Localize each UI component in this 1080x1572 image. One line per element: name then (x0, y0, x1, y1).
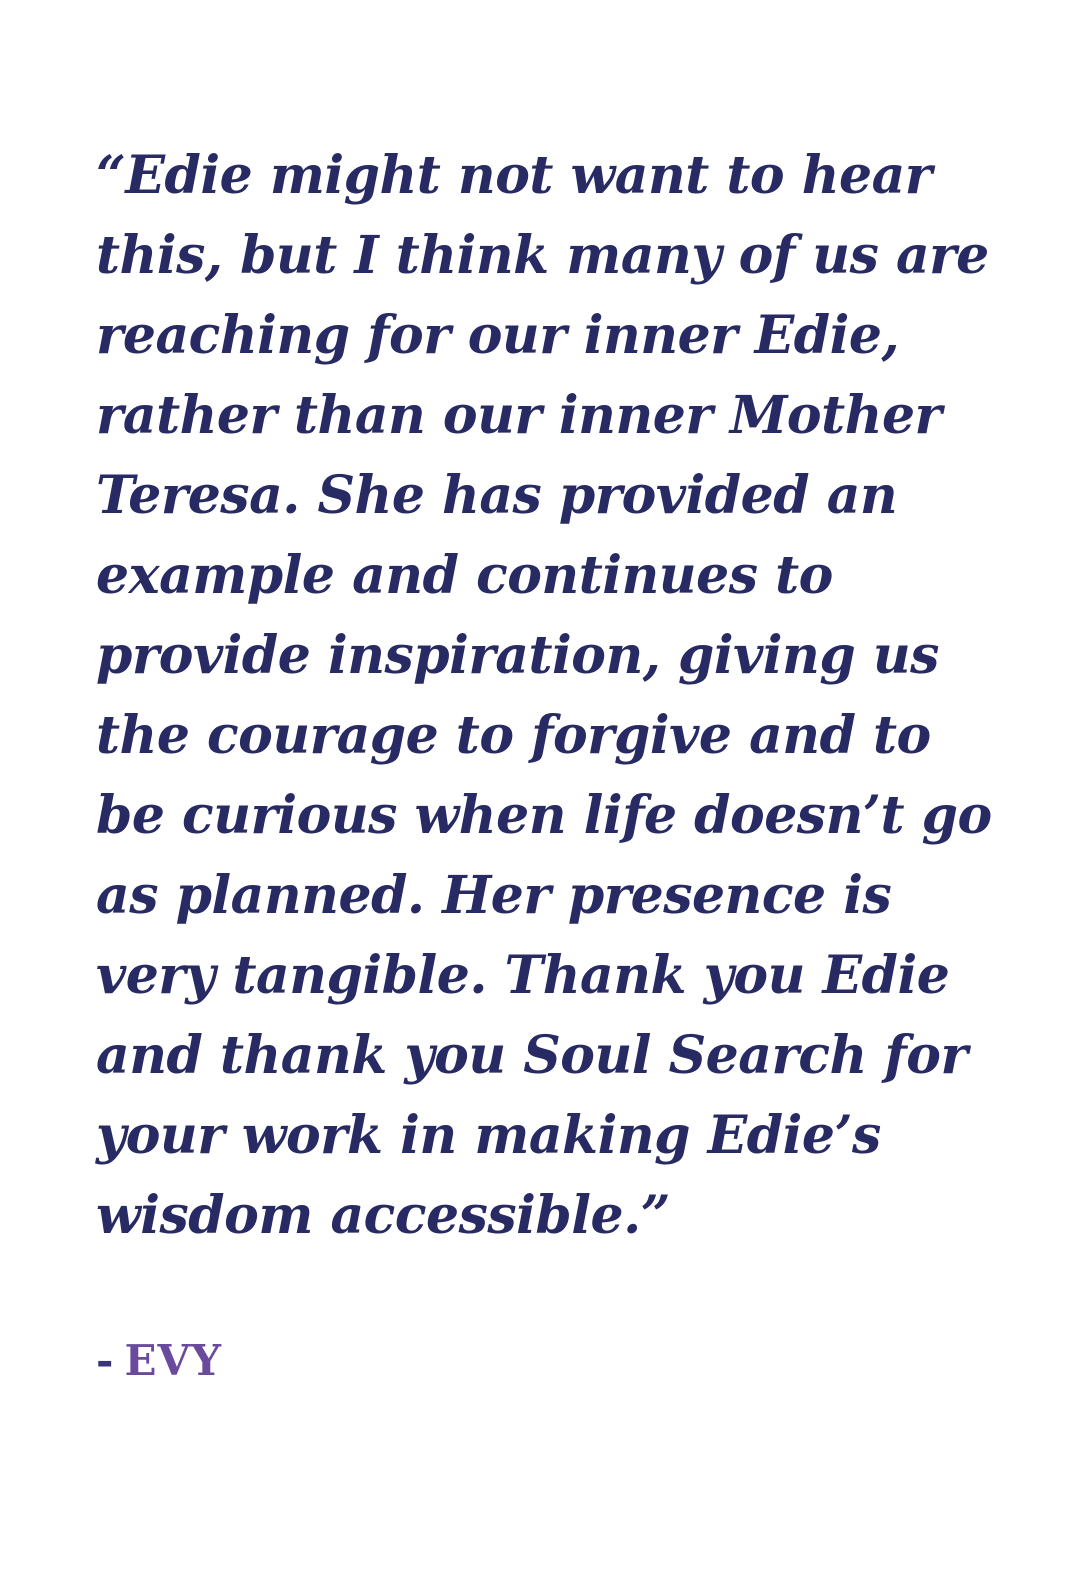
testimonial-block (96, 136, 996, 1256)
quote-line: be curious when life doesn’t go (96, 785, 992, 846)
quote-line: and thank you Soul Search for (96, 1025, 968, 1086)
quote-line: provide inspiration, giving us (96, 625, 939, 686)
quote-line: reaching for our inner Edie, (96, 305, 900, 366)
quote-line: very tangible. Thank you Edie (96, 945, 950, 1006)
quote-line: wisdom accessible.” (96, 1185, 671, 1246)
quote-line: Teresa. She has provided an (96, 465, 898, 526)
quote-line: this, but I think many of us are (96, 225, 989, 286)
attribution-dash: - (96, 1336, 115, 1385)
quote-line: “Edie might not want to hear (96, 145, 932, 206)
quote-line: rather than our inner Mother (96, 385, 942, 446)
attribution-name: EVY (124, 1336, 223, 1385)
quote-line: as planned. Her presence is (96, 865, 892, 926)
quote-line: the courage to forgive and to (96, 705, 931, 766)
testimonial-quote (96, 136, 996, 1256)
testimonial-attribution (96, 1335, 222, 1387)
quote-line: your work in making Edie’s (96, 1105, 881, 1166)
quote-line: example and continues to (96, 545, 833, 606)
